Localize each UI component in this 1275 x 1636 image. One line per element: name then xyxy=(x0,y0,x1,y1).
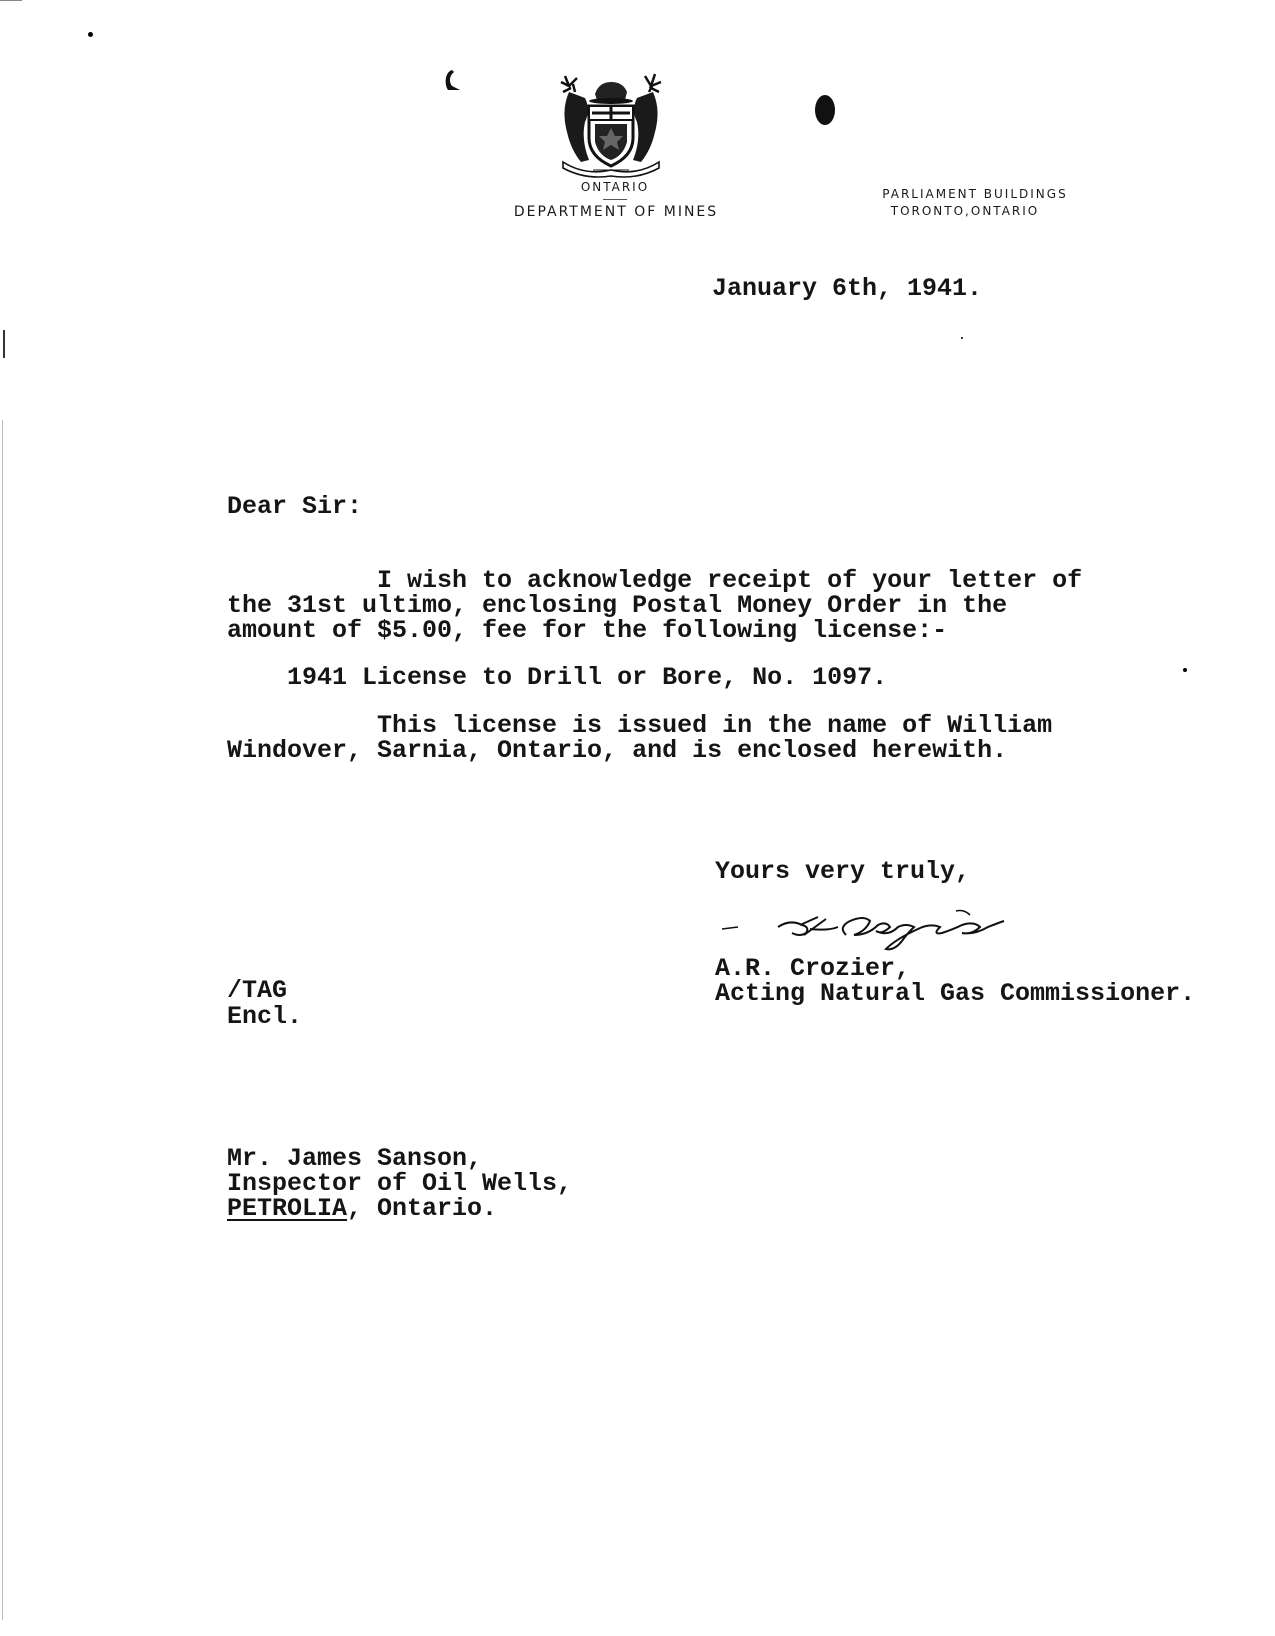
punch-hole-mark xyxy=(440,68,464,94)
letter-date: January 6th, 1941. xyxy=(712,274,983,303)
signer-name: A.R. Crozier, xyxy=(715,954,911,983)
letterhead-address-line1: PARLIAMENT BUILDINGS xyxy=(882,187,1068,201)
complimentary-closing: Yours very truly, xyxy=(715,857,971,886)
body-para2-line2: Windover, Sarnia, Ontario, and is enclosed herewith. xyxy=(227,736,1008,765)
typist-initials: /TAG xyxy=(227,976,288,1005)
letterhead-department: DEPARTMENT OF MINES xyxy=(513,204,719,220)
body-para2-line1: This license is issued in the name of William xyxy=(227,711,1053,740)
handwritten-signature xyxy=(718,905,1008,957)
recipient-province: , Ontario. xyxy=(347,1194,498,1223)
scan-speck xyxy=(1183,668,1187,672)
body-para1-line3: amount of $5.00, fee for the following license:- xyxy=(227,616,948,645)
scan-edge-mark xyxy=(3,330,5,358)
scan-edge-line xyxy=(2,420,3,1620)
recipient-title: Inspector of Oil Wells, xyxy=(227,1169,573,1198)
enclosure-note: Encl. xyxy=(227,1002,303,1031)
body-para1-line1: I wish to acknowledge receipt of your letter of xyxy=(227,566,1083,595)
recipient-name: Mr. James Sanson, xyxy=(227,1144,483,1173)
scan-speck xyxy=(961,337,963,339)
signer-title: Acting Natural Gas Commissioner. xyxy=(715,979,1196,1008)
body-para1-line2: the 31st ultimo, enclosing Postal Money Order in the xyxy=(227,591,1008,620)
scan-speck xyxy=(88,32,93,37)
letterhead-province: ONTARIO xyxy=(580,180,650,194)
punch-hole-mark xyxy=(812,92,838,128)
salutation: Dear Sir: xyxy=(227,492,363,521)
scan-edge-mark xyxy=(0,0,22,1)
recipient-address-line xyxy=(227,1196,497,1222)
ontario-coat-of-arms-emblem xyxy=(555,70,667,178)
letterhead-address-line2: TORONTO,ONTARIO xyxy=(890,204,1040,218)
letterhead-divider xyxy=(603,199,627,200)
license-line: 1941 License to Drill or Bore, No. 1097. xyxy=(227,663,888,692)
recipient-city: PETROLIA xyxy=(227,1194,348,1223)
